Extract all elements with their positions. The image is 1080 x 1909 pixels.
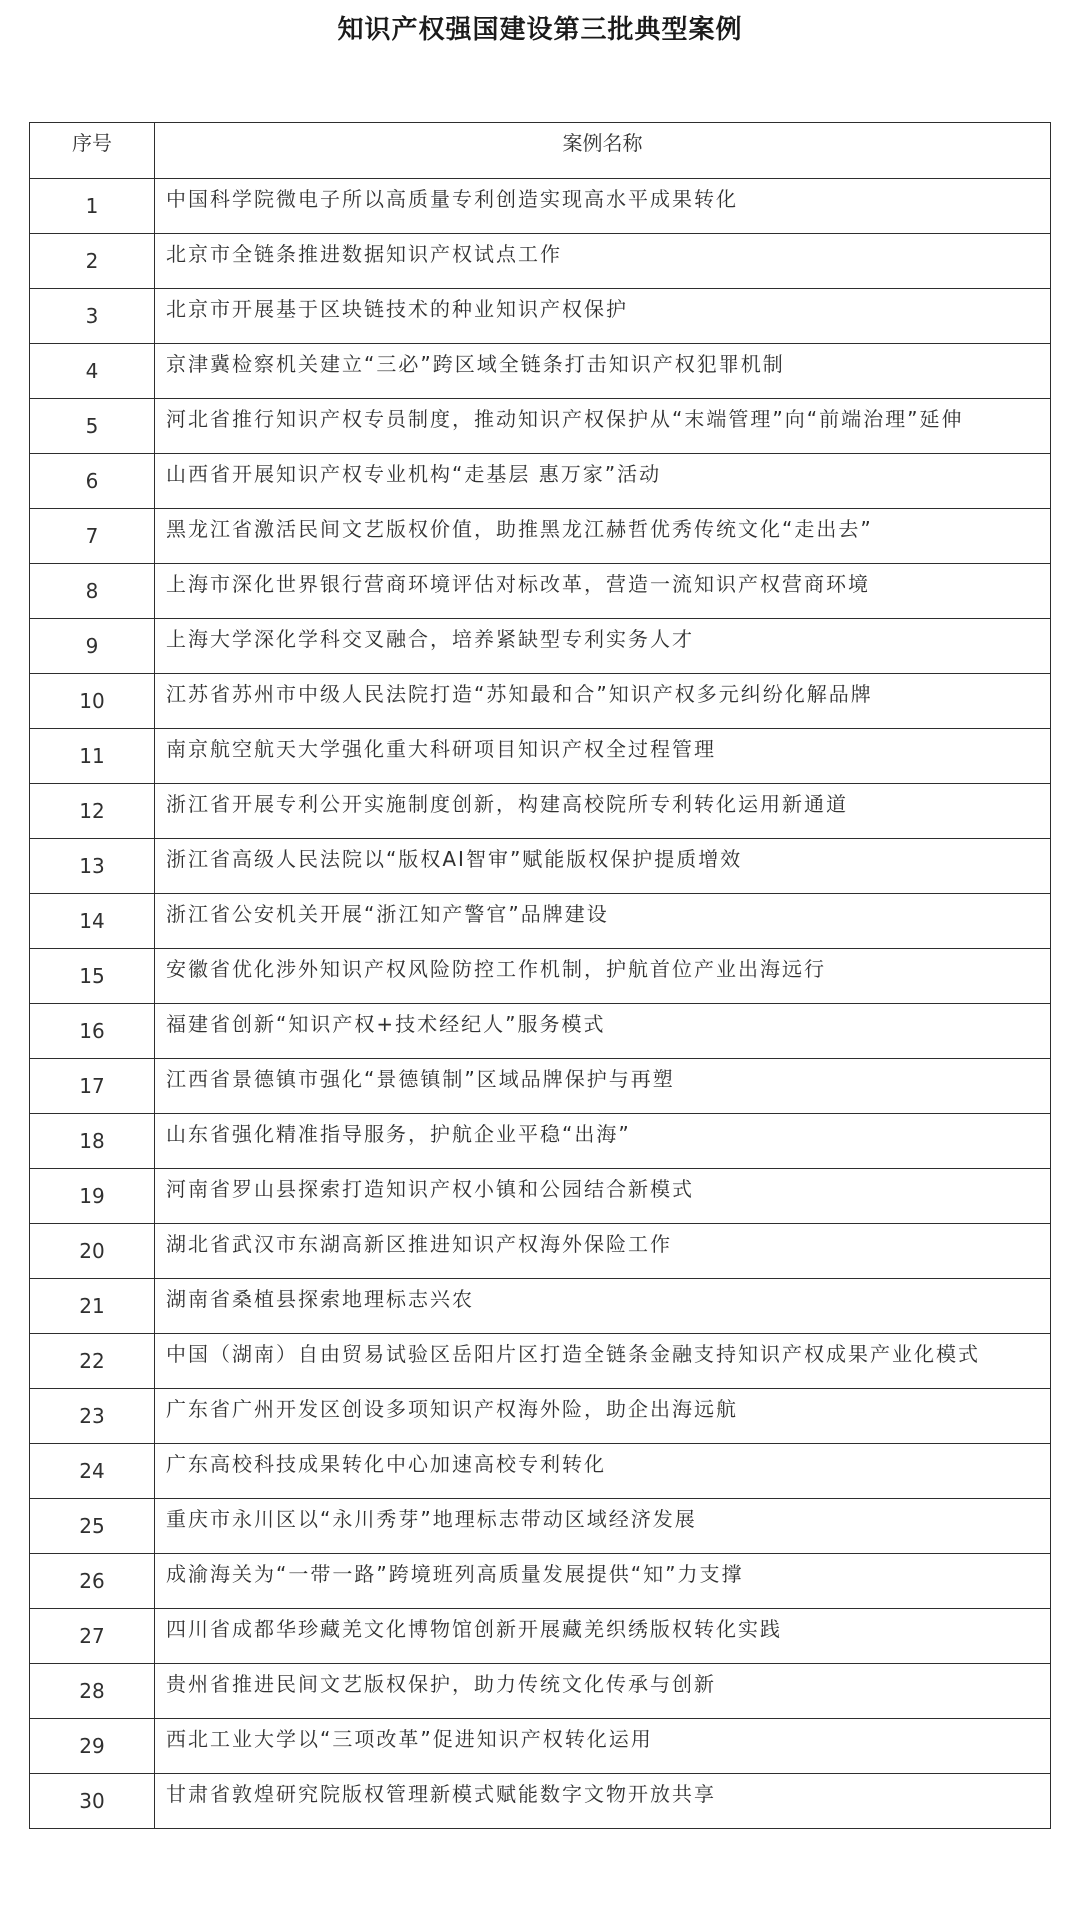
column-header-name: 案例名称 (155, 123, 1051, 179)
table-row (30, 1004, 1051, 1059)
case-name: 浙江省高级人民法院以“版权AI智审”赋能版权保护提质增效 (155, 839, 1051, 894)
case-name: 甘肃省敦煌研究院版权管理新模式赋能数字文物开放共享 (155, 1774, 1051, 1829)
table-row (30, 894, 1051, 949)
table-row (30, 839, 1051, 894)
table-row (30, 1719, 1051, 1774)
case-name: 福建省创新“知识产权+技术经纪人”服务模式 (155, 1004, 1051, 1059)
case-number: 19 (30, 1169, 155, 1224)
table-row (30, 1114, 1051, 1169)
case-name: 江西省景德镇市强化“景德镇制”区域品牌保护与再塑 (155, 1059, 1051, 1114)
case-name: 重庆市永川区以“永川秀芽”地理标志带动区域经济发展 (155, 1499, 1051, 1554)
case-number: 4 (30, 344, 155, 399)
case-number: 23 (30, 1389, 155, 1444)
case-number: 8 (30, 564, 155, 619)
table-row (30, 564, 1051, 619)
case-name: 上海大学深化学科交叉融合，培养紧缺型专利实务人才 (155, 619, 1051, 674)
case-name: 西北工业大学以“三项改革”促进知识产权转化运用 (155, 1719, 1051, 1774)
table-row (30, 1169, 1051, 1224)
case-name: 中国（湖南）自由贸易试验区岳阳片区打造全链条金融支持知识产权成果产业化模式 (155, 1334, 1051, 1389)
case-number: 2 (30, 234, 155, 289)
table-row (30, 674, 1051, 729)
case-name: 河北省推行知识产权专员制度，推动知识产权保护从“末端管理”向“前端治理”延伸 (155, 399, 1051, 454)
case-number: 28 (30, 1664, 155, 1719)
table-row (30, 1389, 1051, 1444)
case-name: 京津冀检察机关建立“三必”跨区域全链条打击知识产权犯罪机制 (155, 344, 1051, 399)
case-name: 贵州省推进民间文艺版权保护，助力传统文化传承与创新 (155, 1664, 1051, 1719)
table-row (30, 1334, 1051, 1389)
table-row (30, 344, 1051, 399)
case-name: 成渝海关为“一带一路”跨境班列高质量发展提供“知”力支撑 (155, 1554, 1051, 1609)
case-name: 河南省罗山县探索打造知识产权小镇和公园结合新模式 (155, 1169, 1051, 1224)
case-name: 黑龙江省激活民间文艺版权价值，助推黑龙江赫哲优秀传统文化“走出去” (155, 509, 1051, 564)
case-number: 17 (30, 1059, 155, 1114)
table-row (30, 1444, 1051, 1499)
table-row (30, 729, 1051, 784)
table-row (30, 289, 1051, 344)
case-number: 22 (30, 1334, 155, 1389)
case-number: 16 (30, 1004, 155, 1059)
case-number: 12 (30, 784, 155, 839)
case-number: 15 (30, 949, 155, 1004)
case-name: 南京航空航天大学强化重大科研项目知识产权全过程管理 (155, 729, 1051, 784)
case-number: 20 (30, 1224, 155, 1279)
case-name: 北京市开展基于区块链技术的种业知识产权保护 (155, 289, 1051, 344)
case-number: 26 (30, 1554, 155, 1609)
case-number: 5 (30, 399, 155, 454)
case-number: 24 (30, 1444, 155, 1499)
case-name: 山西省开展知识产权专业机构“走基层 惠万家”活动 (155, 454, 1051, 509)
case-name: 浙江省开展专利公开实施制度创新，构建高校院所专利转化运用新通道 (155, 784, 1051, 839)
table-header-row (30, 123, 1051, 179)
case-name: 广东省广州开发区创设多项知识产权海外险，助企出海远航 (155, 1389, 1051, 1444)
table-row (30, 1554, 1051, 1609)
case-number: 27 (30, 1609, 155, 1664)
case-number: 25 (30, 1499, 155, 1554)
case-name: 湖北省武汉市东湖高新区推进知识产权海外保险工作 (155, 1224, 1051, 1279)
table-row (30, 509, 1051, 564)
table-row (30, 399, 1051, 454)
table-row (30, 1609, 1051, 1664)
case-name: 北京市全链条推进数据知识产权试点工作 (155, 234, 1051, 289)
case-number: 18 (30, 1114, 155, 1169)
column-header-number: 序号 (30, 123, 155, 179)
case-name: 江苏省苏州市中级人民法院打造“苏知最和合”知识产权多元纠纷化解品牌 (155, 674, 1051, 729)
table-row (30, 1224, 1051, 1279)
case-table (29, 122, 1051, 1829)
document-title: 知识产权强国建设第三批典型案例 (337, 15, 743, 45)
case-number: 13 (30, 839, 155, 894)
table-row (30, 1279, 1051, 1334)
case-number: 3 (30, 289, 155, 344)
case-name: 上海市深化世界银行营商环境评估对标改革，营造一流知识产权营商环境 (155, 564, 1051, 619)
case-name: 安徽省优化涉外知识产权风险防控工作机制，护航首位产业出海远行 (155, 949, 1051, 1004)
case-number: 1 (30, 179, 155, 234)
case-number: 10 (30, 674, 155, 729)
table-row (30, 1059, 1051, 1114)
case-number: 29 (30, 1719, 155, 1774)
case-number: 11 (30, 729, 155, 784)
case-number: 6 (30, 454, 155, 509)
case-name: 中国科学院微电子所以高质量专利创造实现高水平成果转化 (155, 179, 1051, 234)
table-row (30, 619, 1051, 674)
table-row (30, 454, 1051, 509)
case-name: 山东省强化精准指导服务，护航企业平稳“出海” (155, 1114, 1051, 1169)
table-row (30, 1499, 1051, 1554)
case-name: 浙江省公安机关开展“浙江知产警官”品牌建设 (155, 894, 1051, 949)
table-body (30, 179, 1051, 1829)
case-number: 14 (30, 894, 155, 949)
case-number: 9 (30, 619, 155, 674)
case-number: 21 (30, 1279, 155, 1334)
case-name: 广东高校科技成果转化中心加速高校专利转化 (155, 1444, 1051, 1499)
case-number: 30 (30, 1774, 155, 1829)
table-row (30, 949, 1051, 1004)
table-row (30, 1664, 1051, 1719)
table-row (30, 179, 1051, 234)
case-name: 湖南省桑植县探索地理标志兴农 (155, 1279, 1051, 1334)
table-row (30, 1774, 1051, 1829)
case-name: 四川省成都华珍藏羌文化博物馆创新开展藏羌织绣版权转化实践 (155, 1609, 1051, 1664)
table-row (30, 784, 1051, 839)
case-number: 7 (30, 509, 155, 564)
table-row (30, 234, 1051, 289)
